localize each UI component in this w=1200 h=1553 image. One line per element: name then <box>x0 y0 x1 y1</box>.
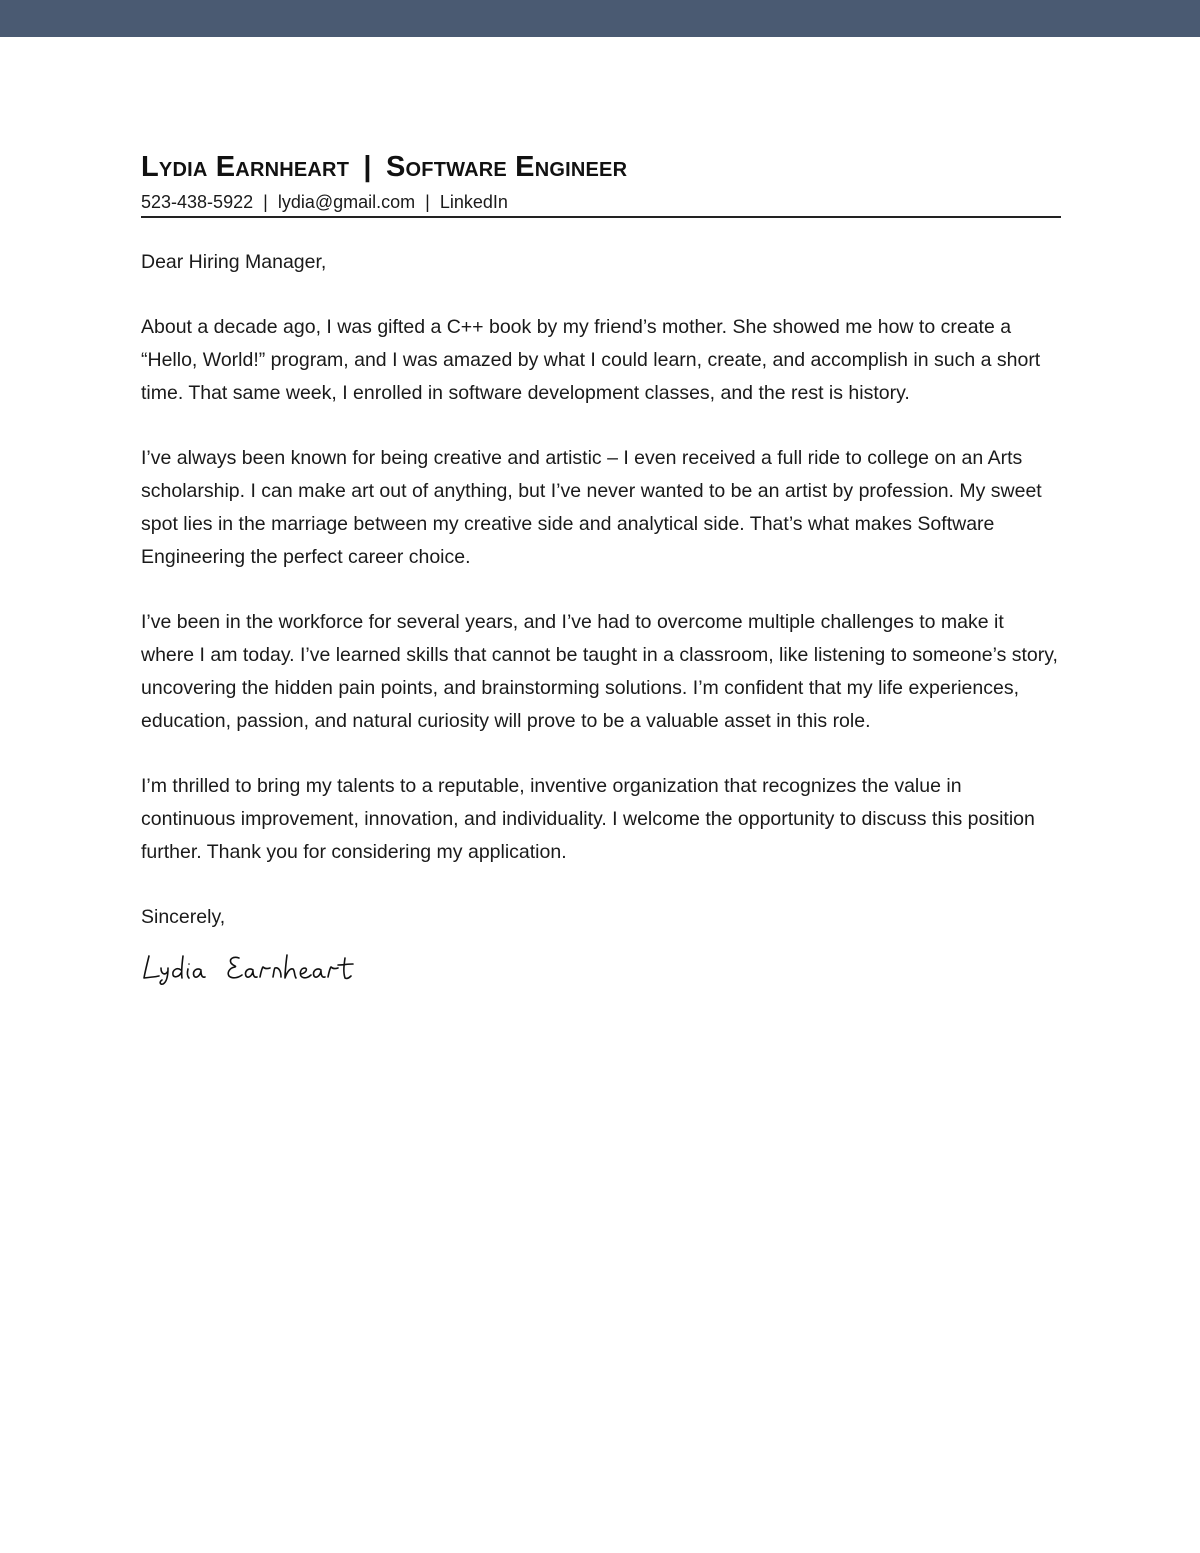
contact-divider: | <box>425 192 430 212</box>
phone-number: 523-438-5922 <box>141 192 254 212</box>
body-paragraph: I’ve always been known for being creative and artistic – I even received a full ride to college on an Arts scholarship. I can make art out of anything, but I’ve never wanted to be an artist by profession. My sweet spot lies in the marriage between my creative side and analytical side. That’s what makes Software Engineering the perfect career choice. <box>141 447 1042 568</box>
handwritten-signature <box>141 950 381 986</box>
contact-divider: | <box>263 192 268 212</box>
linkedin-link: LinkedIn <box>439 192 508 212</box>
top-accent-bar <box>0 0 1200 37</box>
job-title: Software Engineer <box>385 151 628 183</box>
body-paragraph: I’m thrilled to bring my talents to a reputable, inventive organization that recognizes the value in continuous improvement, innovation, and individuality. I welcome the opportunity to discuss this position further. Thank you for considering my application. <box>141 775 1035 863</box>
letter-header-title <box>141 145 1061 189</box>
contact-line <box>141 189 1061 218</box>
cover-letter <box>141 145 1061 986</box>
salutation: Dear Hiring Manager, <box>141 251 327 273</box>
applicant-name: Lydia Earnheart <box>141 151 350 183</box>
email-address: lydia@gmail.com <box>277 192 416 212</box>
body-paragraph: I’ve been in the workforce for several years, and I’ve had to overcome multiple challenges to make it where I am today. I’ve learned skills that cannot be taught in a classroom, like listening to someone’s story, uncovering the hidden pain points, and brainstorming solutions. I’m confident that my life experiences, education, passion, and natural curiosity will prove to be a valuable asset in this role. <box>141 611 1058 732</box>
title-separator: | <box>363 151 372 183</box>
body-paragraph: About a decade ago, I was gifted a C++ book by my friend’s mother. She showed me how to create a “Hello, World!” program, and I was amazed by what I could learn, create, and accomplish in such a short time. That same week, I enrolled in software development classes, and the rest is history. <box>141 316 1041 404</box>
closing: Sincerely, <box>141 906 226 928</box>
